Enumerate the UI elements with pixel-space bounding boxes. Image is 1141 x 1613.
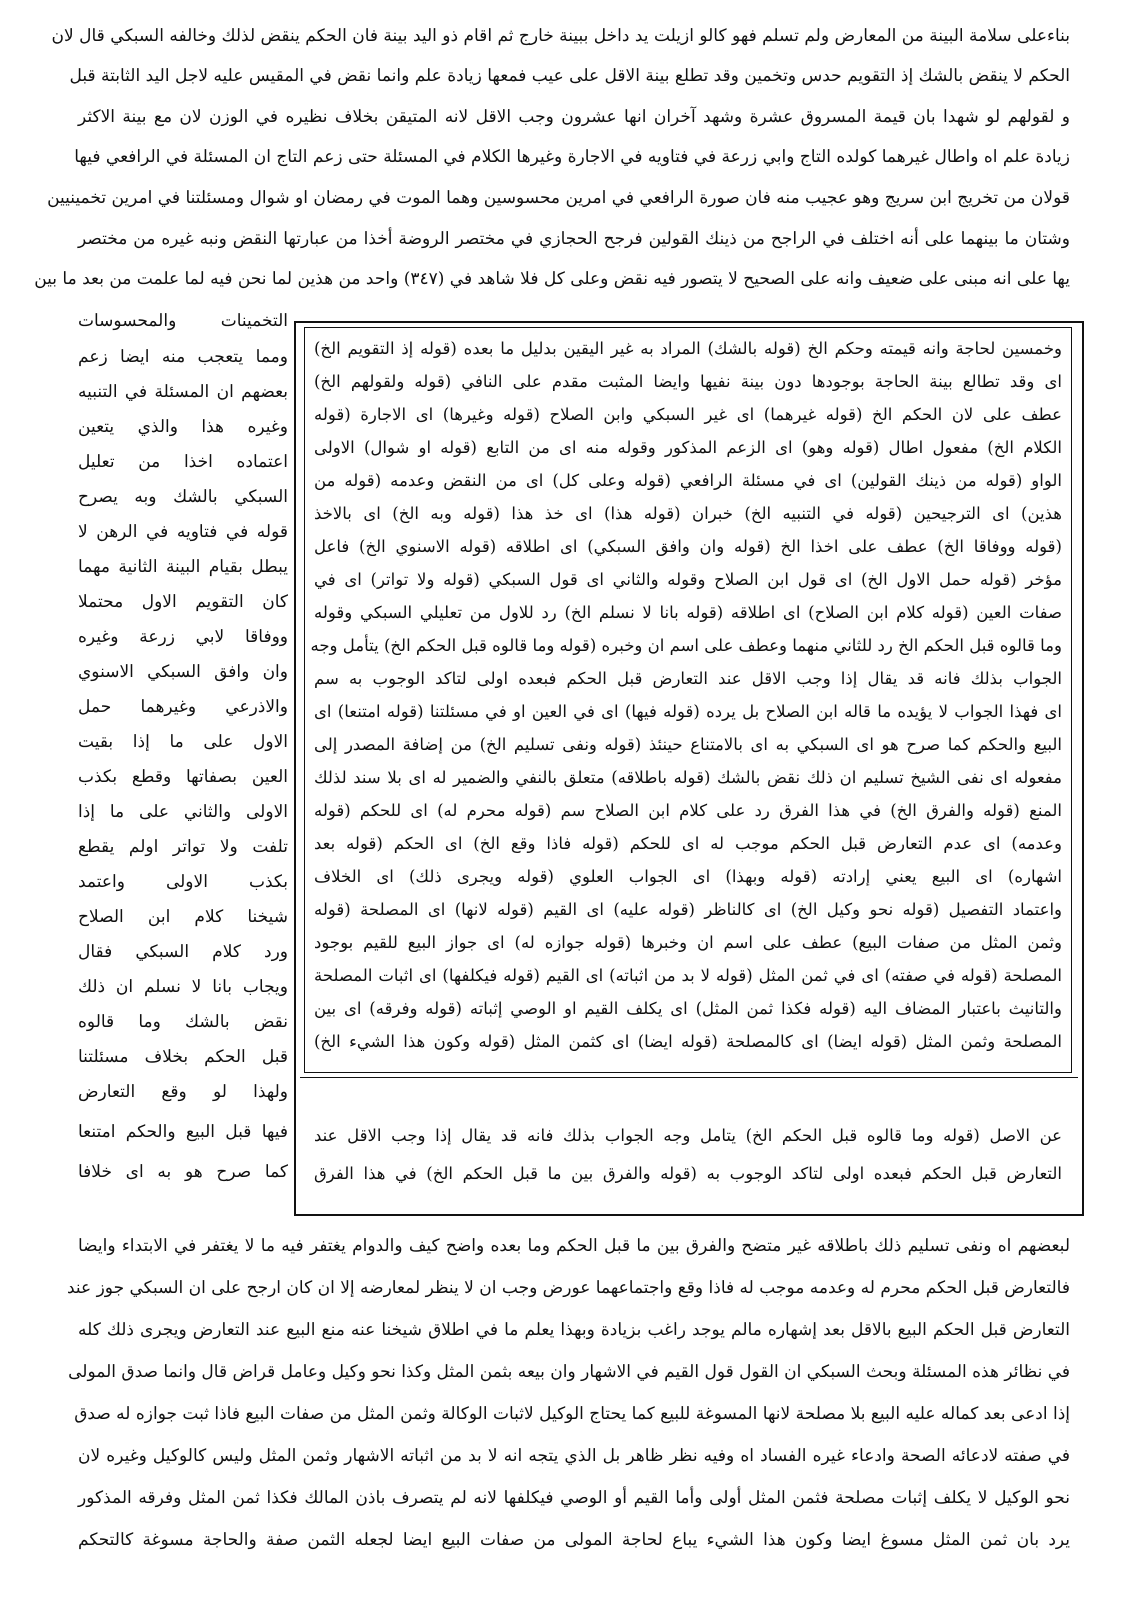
commentary-line: مؤخر (قوله حمل الاول الخ) اى قول ابن الصلاح وقوله والثاني اى قول السبكي (قوله ولا تواتر) اى في	[314, 570, 1062, 589]
side-line: ومما يتعجب منه ايضا زعم	[78, 347, 288, 367]
side-line: وان وافق السبكي الاسنوي	[78, 662, 288, 682]
text-line: بناءعلى سلامة البينة من المعارض ولم تسلم فهو كالو ازيلت يد داخل ببينة خارج ثم اقام ذو اليد بينة فان الحكم ينقض لذلك وخالفه السبكي قال لان	[51, 26, 1070, 46]
text-line: إذا ادعى بعد كماله عليه البيع بلا مصلحة لانها المسوغة للبيع كما يحتاج الوكيل لاثبات الوكالة وثمن المثل من صفات البيع فاذا ثبت جوازه له صدق	[74, 1404, 1070, 1424]
text-line: يرد بان ثمن المثل مسوغ ايضا وكون هذا الشيء يباع لحاجة المولى من صفات البيع ايضا لجعله الثمن صفة والحاجة مسوغة كالتحكم	[78, 1530, 1070, 1550]
commentary-line: البيع والحكم كما صرح هو اى السبكي به اى بالامتناع حينئذ (قوله ونفى تسليم الخ) من إضافة المصدر إلى	[314, 735, 1062, 754]
text-line: في نظائر هذه المسئلة وبحث السبكي ان القول قول القيم في الاشهار وان بيعه بثمن المثل وكذا نحو وكيل وعامل قراض قال وانما صدق المولى	[68, 1362, 1070, 1382]
commentary-box-divider	[300, 1077, 1078, 1078]
side-line: ورد كلام السبكي فقال	[78, 942, 288, 962]
commentary-line: عطف على لان الحكم الخ (قوله غيرهما) اى غير السبكي وابن الصلاح (قوله وغيرها) اى الاجارة (قوله	[314, 405, 1062, 424]
side-line: الاولى والثاني على ما إذا	[78, 802, 288, 822]
side-line: وغيره هذا والذي يتعين	[78, 417, 288, 437]
commentary-line: هذين) اى الترجيحين (قوله في التنبيه الخ) خبران (قوله هذا) اى خذ هذا (قوله وبه الخ) اى بالاخذ	[314, 504, 1062, 523]
side-line: ولهذا لو وقع التعارض	[78, 1082, 288, 1102]
side-line: اعتماده اخذا من تعليل	[78, 452, 288, 472]
side-line: الاول على ما إذا بقيت	[78, 732, 288, 752]
commentary-line: صفات العين (قوله كلام ابن الصلاح) اى اطلاقه (قوله بانا لا نسلم الخ) رد للاول من تعليلي السبكي وقوله	[314, 603, 1062, 622]
commentary-line: اى وقد تطالع بينة الحاجة بوجودها دون بينة نفيها وايضا المثبت مقدم على النافي (قوله ولقولهم الخ)	[314, 372, 1062, 391]
side-line: يبطل بقيام البينة الثانية مهما	[78, 557, 288, 577]
side-line: قوله في فتاويه في الرهن لا	[78, 522, 288, 542]
commentary-line: وخمسين لحاجة وانه قيمته وحكم الخ (قوله بالشك) المراد به غير اليقين بدليل ما بعده (قوله إذ التقويم الخ)	[314, 339, 1062, 358]
commentary-line: المنع (قوله والفرق الخ) في هذا الفرق رد على كلام ابن الصلاح سم (قوله محرم له) اى للحكم (قوله	[314, 801, 1062, 820]
side-line: تلفت ولا تواتر اولم يقطع	[78, 837, 288, 857]
side-line: كان التقويم الاول محتملا	[78, 592, 288, 612]
text-line: وشتان ما بينهما على أنه اختلف في الراجح من ذينك القولين فرجح الحجازي في مختصر الروضة أخذا من عبارتها النقض ونبه غيره من مختصر	[78, 229, 1070, 249]
commentary-line: واعتماد التفصيل (قوله نحو وكيل الخ) اى كالناظر (قوله عليه) اى القيم (قوله لانها) اى المصلحة (قوله	[314, 900, 1062, 919]
side-line: التخمينات والمحسوسات	[78, 311, 288, 331]
text-line: لبعضهم اه ونفى تسليم ذلك باطلاقه غير متضح والفرق بين ما قبل الحكم وما بعده واضح كيف والدوام يغتفر فيه ما لا يغتفر في الابتداء وايضا	[78, 1236, 1070, 1256]
text-line: في صفته لادعائه الصحة وادعاء غيره الفساد اه وفيه نظر ظاهر بل الذي يتجه انه لا بد من اثباته الاشهار وثمن المثل وليس كالوكيل وغيره لان	[78, 1446, 1070, 1466]
commentary-line: الواو (قوله من ذينك القولين) اى في مسئلة الرافعي (قوله وعلى كل) اى من النقض وعدمه (قوله من	[314, 471, 1062, 490]
text-line: زيادة علم اه واطال غيرهما كولده التاج وابي زرعة في فتاويه في الاجارة وغيرها الكلام في المسئلة حتى زعم التاج ان المسئلة في الرافعي فيها	[74, 147, 1070, 167]
commentary-line: الكلام الخ) مفعول اطال (قوله وهو) اى الزعم المذكور وقوله منه اى من التابع (قوله او شوال) الاولى	[314, 438, 1062, 457]
text-line: نحو الوكيل لا يكلف إثبات مصلحة فثمن المثل أولى وأما القيم أو الوصي فيكلفها لانه لم يتصرف باذن المالك فكذا ثمن المثل وفرقه المذكور	[78, 1488, 1070, 1508]
side-line: بكذب الاولى واعتمد	[78, 872, 288, 892]
commentary-line: المصلحة وثمن المثل (قوله ايضا) اى كالمصلحة (قوله ايضا) اى كثمن المثل (قوله وكون هذا الشيء الخ)	[314, 1032, 1062, 1051]
commentary-line: (قوله ووفاقا الخ) عطف على اخذا الخ (قوله وان وافق السبكي) اى اطلاقه (قوله الاسنوي الخ) فاعل	[314, 537, 1062, 556]
commentary-line: المصلحة (قوله في صفته) اى في ثمن المثل (قوله لا بد من اثباته) اى القيم (قوله فيكلفها) اى اثبات المصلحة	[314, 966, 1062, 985]
side-line: السبكي بالشك وبه يصرح	[78, 487, 288, 507]
commentary-line: عن الاصل (قوله وما قالوه قبل الحكم الخ) يتامل وجه الجواب بذلك فانه قد يقال إذا وجب الاقل عند	[314, 1126, 1062, 1145]
side-line: كما صرح هو به اى خلافا	[78, 1162, 288, 1182]
side-line: نقض بالشك وما قالوه	[78, 1012, 288, 1032]
commentary-line: التعارض قبل الحكم فبعده اولى لتاكد الوجوب به (قوله والفرق بين ما قبل الحكم الخ) في هذا الفرق	[314, 1164, 1062, 1183]
text-line: الحكم لا ينقض بالشك إذ التقويم حدس وتخمين وقد تطلع بينة الاقل على عيب فمعها زيادة علم وانما نقض في المقيس عليه لاجل اليد الثابتة قبل	[69, 66, 1070, 86]
commentary-line: وما قالوه قبل الحكم الخ رد للثاني منهما وعطف على اسم ان وخبره (قوله وما قالوه قبل الحكم الخ) يتأمل وجه	[310, 636, 1062, 655]
side-line: بعضهم ان المسئلة في التنبيه	[78, 382, 288, 402]
commentary-line: الجواب بذلك فانه قد يقال إذا وجب الاقل عند التعارض قبل الحكم فبعده اولى لتاكد الوجوب به سم	[314, 669, 1062, 688]
text-line: يها على انه مبنى على ضعيف وانه على الصحيح لا يتصور فيه نقض وعلى كل فلا شاهد في (٣٤٧) واحد من هذين لما نحن فيه لما علمت من بعد ما بين	[34, 269, 1070, 289]
side-line: قبل الحكم بخلاف مسئلتنا	[78, 1047, 288, 1067]
commentary-line: مفعوله اى نفى الشيخ تسليم ان ذلك نقض بالشك (قوله باطلاقه) متعلق بالنفي والضمير له اى بلا سند لذلك	[314, 768, 1062, 787]
commentary-line: اى فهذا الجواب لا يؤيده ما قاله ابن الصلاح بل يرده (قوله فيها) اى في العين او في مسئلتنا (قوله امتنعا) اى	[314, 702, 1062, 721]
side-line: ويجاب بانا لا نسلم ان ذلك	[78, 977, 288, 997]
side-line: فيها قبل البيع والحكم امتنعا	[78, 1122, 288, 1142]
commentary-line: اشهاره) اى البيع يعني إرادته (قوله وبهذا) اى الجواب العلوي (قوله ويجرى ذلك) اى الخلاف	[314, 867, 1062, 886]
text-line: و لقولهم لو شهدا بان قيمة المسروق عشرة وشهد آخران انها عشرون وجب الاقل لانه المتيقن بخلاف نظيره في الوزن لان مع بينة الاكثر	[78, 107, 1070, 127]
text-line: قولان من تخريج ابن سريج وهو عجيب منه فان صورة الرافعي في امرين محسوسين وهما الموت في رمضان او شوال ومسئلتنا في امرين تخمينيين	[47, 188, 1070, 208]
side-line: والاذرعي وغيرهما حمل	[78, 697, 288, 717]
text-line: التعارض قبل الحكم البيع بالاقل بعد إشهاره مالم يوجد راغب بزيادة وبهذا يعلم ما في اطلاق شيخنا عنه منع البيع عند التعارض ويجرى ذلك كله	[78, 1320, 1070, 1340]
commentary-line: وثمن المثل من صفات البيع) عطف على اسم ان وخبرها (قوله جوازه له) اى جواز البيع للقيم بوجود	[314, 933, 1062, 952]
side-line: شيخنا كلام ابن الصلاح	[78, 907, 288, 927]
commentary-line: والتانيث باعتبار المضاف اليه (قوله فكذا ثمن المثل) اى يكلف القيم او الوصي إثباته (قوله وفرقه) اى بين	[314, 999, 1062, 1018]
text-line: فالتعارض قبل الحكم محرم له وعدمه موجب له فاذا وقع واجتماعهما عورض وجب ان لا ينظر لمعارضه إلا ان كان ارجح على ان السبكي جوز عند	[66, 1278, 1070, 1298]
commentary-line: وعدمه) اى عدم التعارض قبل الحكم موجب له اى للحكم (قوله فاذا وقع الخ) اى الحكم (قوله بعد	[314, 834, 1062, 853]
side-line: ووفاقا لابي زرعة وغيره	[78, 627, 288, 647]
side-line: العين بصفاتها وقطع بكذب	[78, 767, 288, 787]
